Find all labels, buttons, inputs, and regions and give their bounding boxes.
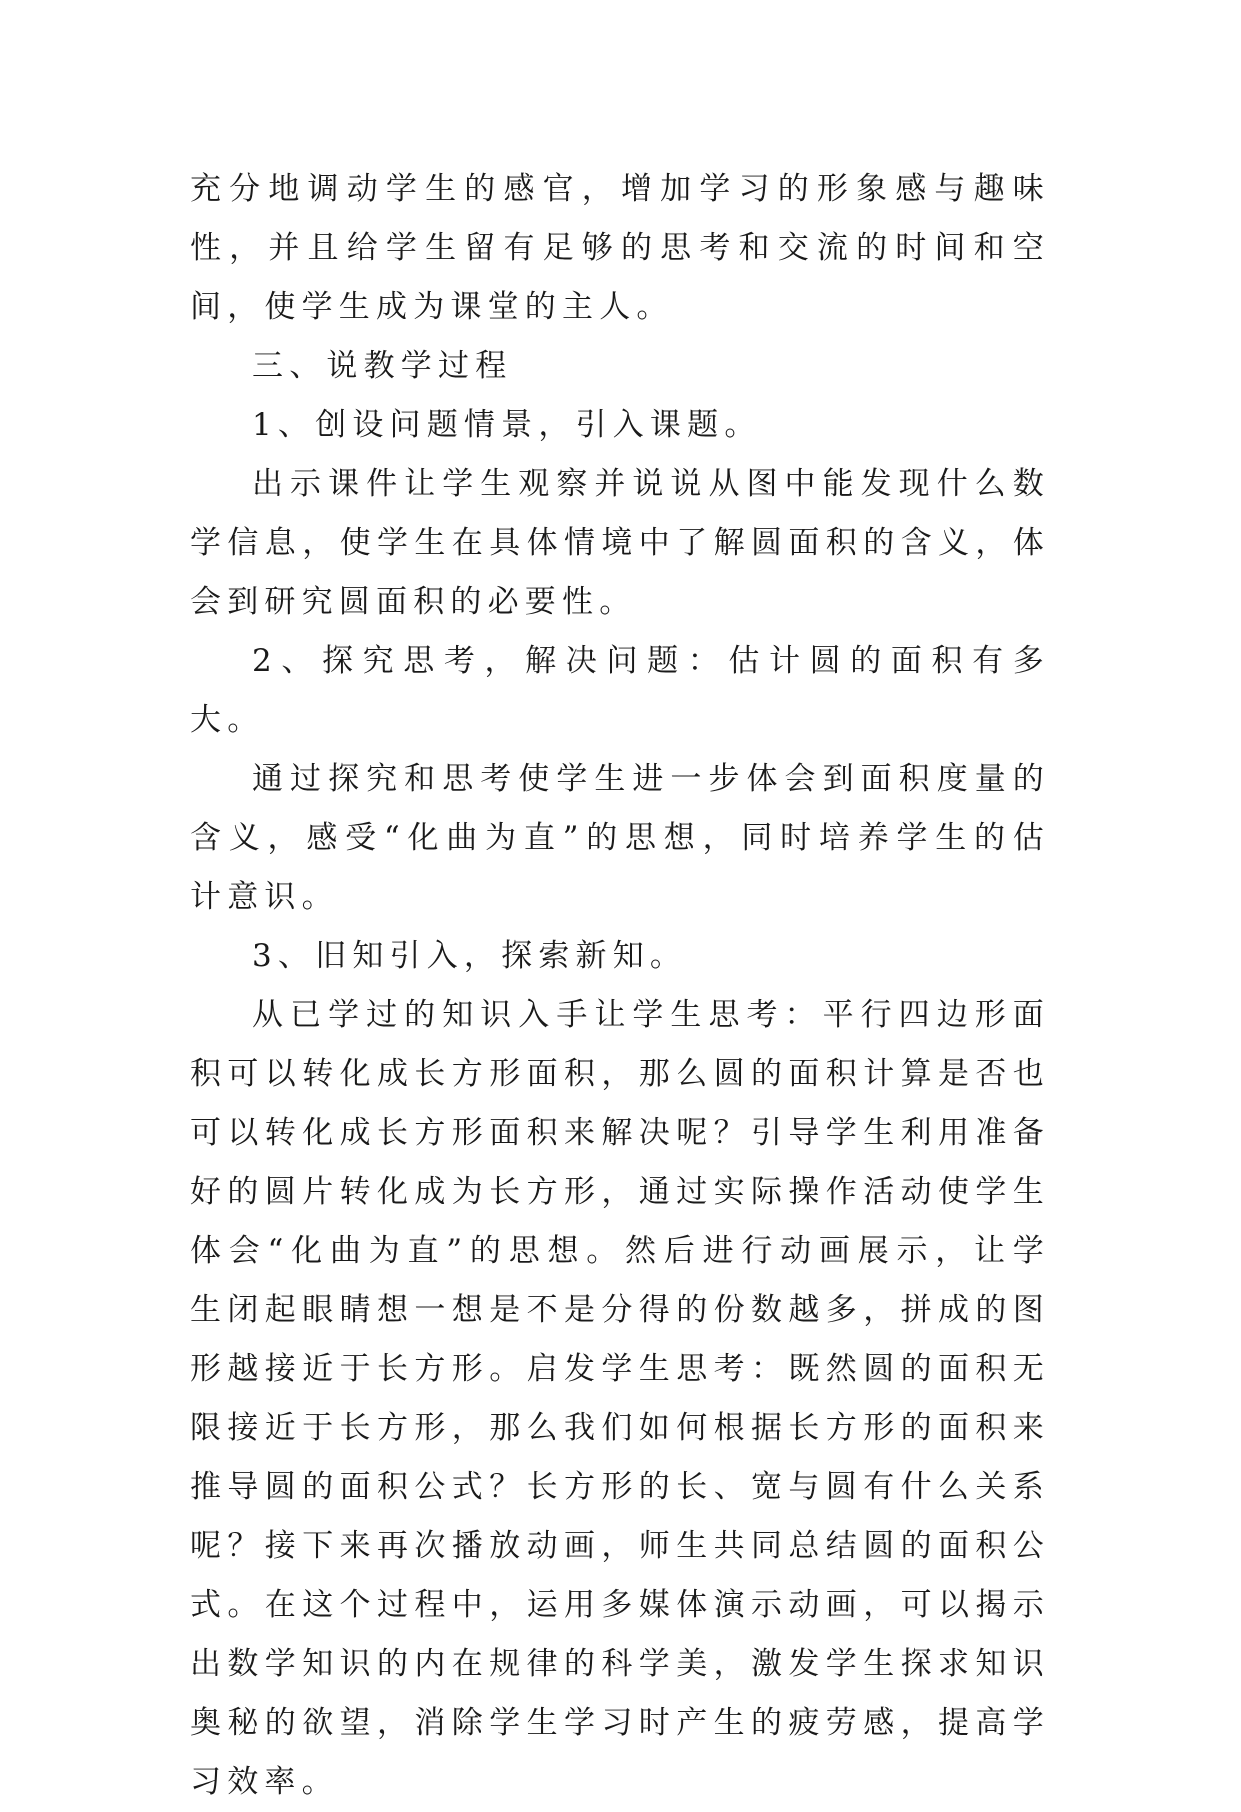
- paragraph-step-3: 从已学过的知识入手让学生思考：平行四边形面积可以转化成长方形面积，那么圆的面积计算是否也可以转化成长方形面积来解决呢？引导学生利用准备好的圆片转化成为长方形，通过实际操作活动使学生体会“化曲为直”的思想。然后进行动画展示，让学生闭起眼睛想一想是不是分得的份数越多，拼成的图形越接近于长方形。启发学生思考：既然圆的面积无限接近于长方形，那么我们如何根据长方形的面积来推导圆的面积公式？长方形的长、宽与圆有什么关系呢？接下来再次播放动画，师生共同总结圆的面积公式。在这个过程中，运用多媒体演示动画，可以揭示出数学知识的内在规律的科学美，激发学生探求知识奥秘的欲望，消除学生学习时产生的疲劳感，提高学习效率。: [190, 997, 1050, 1800]
- step-heading-2: 2、探究思考，解决问题：估计圆的面积有多大。: [190, 643, 1050, 738]
- document-body: [190, 160, 1050, 1812]
- step-heading-3: 3、旧知引入，探索新知。: [252, 938, 688, 974]
- paragraph-step-1: 出示课件让学生观察并说说从图中能发现什么数学信息，使学生在具体情境中了解圆面积的含义，体会到研究圆面积的必要性。: [190, 466, 1050, 620]
- paragraph-step-2: 通过探究和思考使学生进一步体会到面积度量的含义，感受“化曲为直”的思想，同时培养学生的估计意识。: [190, 761, 1050, 915]
- step-heading-1: 1、创设问题情景，引入课题。: [252, 407, 762, 443]
- paragraph-intro-continuation: 充分地调动学生的感官，增加学习的形象感与趣味性，并且给学生留有足够的思考和交流的时间和空间，使学生成为课堂的主人。: [190, 171, 1050, 325]
- section-heading-teaching-process: 三、说教学过程: [252, 348, 513, 384]
